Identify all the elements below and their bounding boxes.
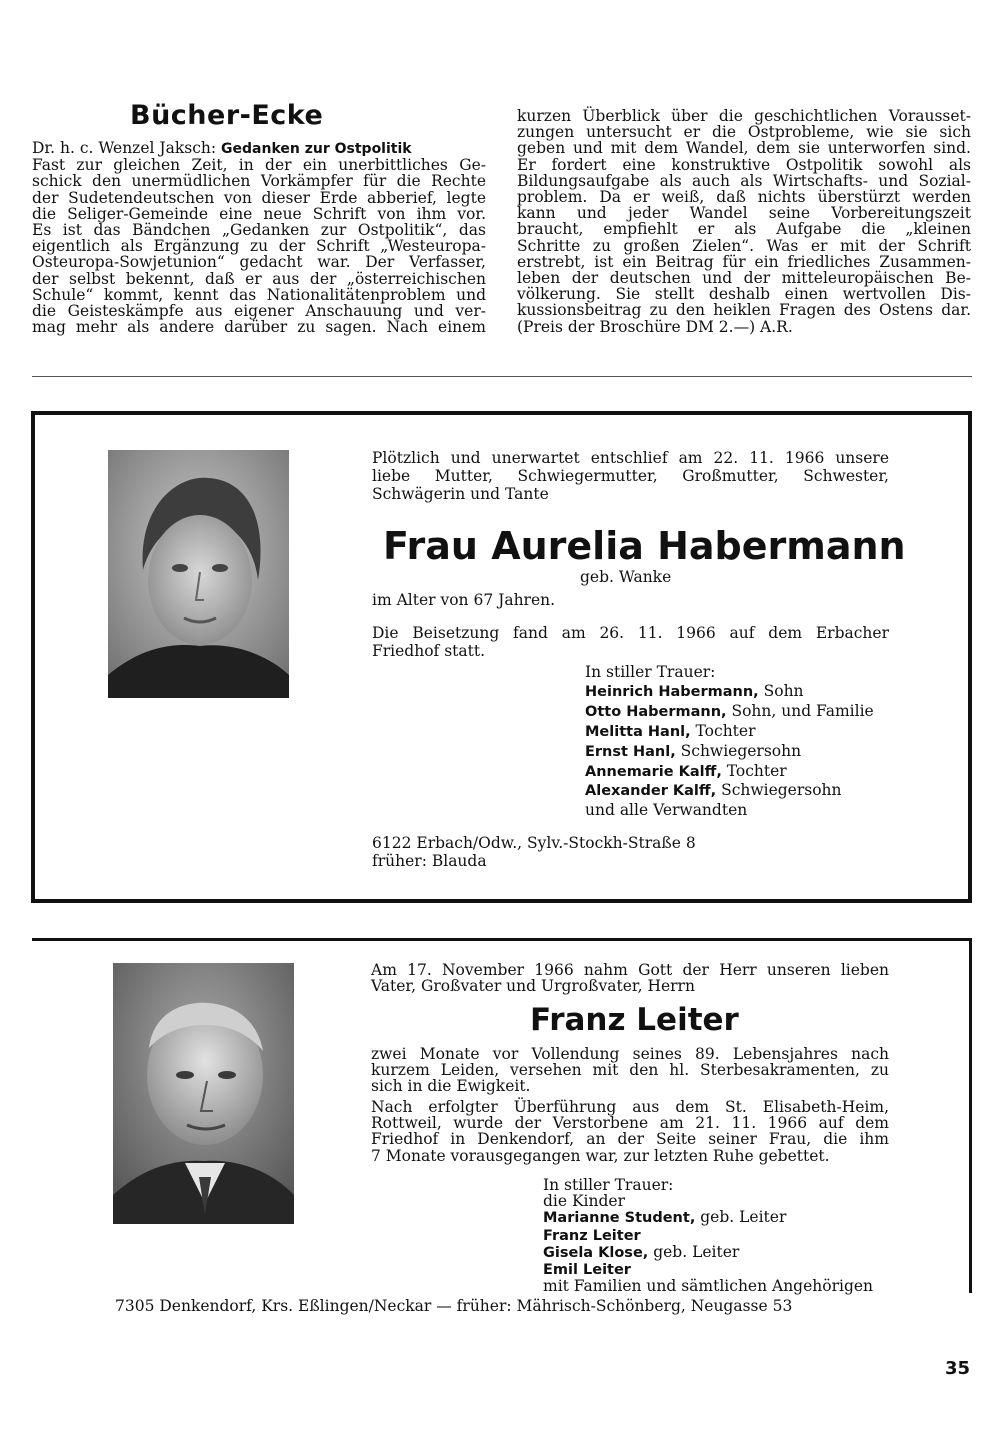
relatives-line: und alle Verwandten [585, 801, 748, 820]
text-line: 7 Monate vorausgegangen war, zur letzten Ruhe gebettet. [371, 1146, 830, 1165]
text-line: Nach erfolgter Überführung aus dem St. Elisabeth-Heim, [371, 1098, 889, 1116]
text-line: Fast zur gleichen Zeit, in der ein unerbittliches Ge- [32, 156, 486, 175]
text-line: Rottweil, wurde der Verstorbene am 21. 11. 1966 auf dem [371, 1114, 889, 1133]
text-line: Die Beisetzung fand am 26. 11. 1966 auf dem Erbacher [372, 624, 889, 642]
text-line: der selbst bekennt, daß er aus der „österreichischen [32, 269, 486, 288]
text-line: mag mehr als andere darüber zu sagen. Nach einem [32, 318, 486, 337]
text-line: geben und mit dem Wandel, dem sie unterworfen sind. [517, 139, 971, 158]
books-left-column [32, 140, 486, 335]
mourner: Annemarie Kalff, Tochter [585, 761, 787, 780]
text-line: schick den unermüdlichen Vorkämpfer für die Rechte [32, 172, 486, 191]
mourner: Melitta Hanl, Tochter [585, 721, 756, 740]
mourner: Marianne Student, geb. Leiter [543, 1208, 787, 1227]
text-line: Friedhof in Denkendorf, an der Seite seiner Frau, die ihm [371, 1130, 889, 1149]
author-name: Dr. h. c. Wenzel Jaksch: [32, 139, 222, 157]
notice1-intro [372, 450, 889, 503]
text-line: kurzem Leiden, versehen mit den hl. Sterbesakramenten, zu [371, 1061, 889, 1080]
text-line: zwei Monate vor Vollendung seines 89. Lebensjahres nach [371, 1045, 889, 1063]
book-title: Gedanken zur Ostpolitik [221, 141, 412, 157]
text-line: zungen untersucht er die Ostprobleme, wie sie sich [517, 123, 971, 142]
mourners-list [585, 663, 874, 820]
notice2-top-rule [32, 938, 972, 941]
text-line: leben der deutschen und der mitteleuropäischen Be- [517, 269, 971, 288]
author-line [32, 140, 486, 157]
mourning-label: In stiller Trauer: [543, 1176, 674, 1194]
mourner: Otto Habermann, Sohn, und Familie [585, 701, 874, 720]
text-line: die Seliger-Gemeinde eine neue Schrift von ihm vor. [32, 204, 486, 223]
notice2-right-rule [969, 938, 972, 1293]
notice2-paragraph-1 [371, 1046, 889, 1095]
text-line: Schritte zu großen Zielen“. Was er mit der Schrift [517, 236, 971, 255]
text-line: Er fordert eine konstruktive Ostpolitik sowohl als [517, 155, 971, 174]
children-line: die Kinder [543, 1192, 626, 1211]
page-number: 35 [945, 1358, 971, 1379]
text-line: Osteuropa-Sowjetunion“ gedacht war. Der Verfasser, [32, 253, 486, 272]
burial-info [372, 625, 889, 659]
families-line: mit Familien und sämtlichen Angehörigen [543, 1277, 874, 1296]
text-line: problem. Da er weiß, daß nichts überstürzt werden [517, 188, 971, 207]
portrait-woman-image [108, 450, 289, 698]
text-line: der Sudetendeutschen von dieser Erde abberief, legte [32, 188, 486, 207]
address-line: 6122 Erbach/Odw., Sylv.-Stockh-Straße 8 [372, 834, 696, 852]
price-line: (Preis der Broschüre DM 2.—) A.R. [517, 317, 793, 336]
notice1-address [372, 834, 696, 870]
former-address: früher: Blauda [372, 852, 487, 870]
maiden-name: geb. Wanke [580, 568, 672, 586]
notice2-intro [371, 962, 889, 994]
books-right-column [517, 108, 971, 335]
text-line: kurzen Überblick über die geschichtlichen Vorausset- [517, 107, 971, 125]
text-line: Vater, Großvater und Urgroßvater, Herrn [371, 977, 695, 996]
text-line: völkerung. Sie stellt deshalb einen wertvollen Dis- [517, 285, 971, 304]
mourner: Franz Leiter [543, 1227, 641, 1244]
text-line: liebe Mutter, Schwiegermutter, Großmutter, Schwester, [372, 467, 889, 486]
section-divider [32, 376, 972, 377]
portrait-photo [108, 450, 289, 698]
text-line: eigentlich als Ergänzung zu der Schrift „Westeuropa- [32, 237, 486, 256]
text-line: Schwägerin und Tante [372, 485, 549, 504]
text-line: Es ist das Bändchen „Gedanken zur Ostpolitik“, das [32, 221, 486, 240]
text-line: Plötzlich und unerwartet entschlief am 22. 11. 1966 unsere [372, 449, 889, 467]
text-line: sich in die Ewigkeit. [371, 1077, 531, 1096]
text-line: kann und jeder Wandel seine Vorbereitungszeit [517, 204, 971, 223]
text-line: die Geisteskämpfe aus eigener Anschauung und ver- [32, 302, 486, 321]
mourner: Ernst Hanl, Schwiegersohn [585, 741, 802, 760]
notice2-address: 7305 Denkendorf, Krs. Eßlingen/Neckar — früher: Mährisch-Schönberg, Neugasse 53 [115, 1297, 793, 1315]
text-line: erstrebt, ist ein Beitrag für ein friedliches Zusammen- [517, 252, 971, 271]
age-line: im Alter von 67 Jahren. [372, 591, 556, 609]
mourner: Alexander Kalff, Schwiegersohn [585, 781, 842, 800]
mourner: Heinrich Habermann, Sohn [585, 681, 804, 700]
text-line: Bildungsaufgabe als auch als Wirtschafts- und Sozial- [517, 171, 971, 190]
section-heading: Bücher-Ecke [130, 100, 324, 131]
portrait-photo [113, 963, 294, 1224]
text-line: Schule“ kommt, kennt das Nationalitätenproblem und [32, 285, 486, 304]
mourning-label: In stiller Trauer: [585, 663, 716, 681]
notice2-paragraph-2 [371, 1099, 889, 1164]
mourner: Emil Leiter [543, 1262, 631, 1279]
text-line: kussionsbeitrag zu den heiklen Fragen des Ostens dar. [517, 301, 971, 320]
deceased-name: Franz Leiter [530, 1002, 739, 1038]
text-line: Friedhof statt. [372, 642, 486, 661]
portrait-man-image [113, 963, 294, 1224]
text-line: Am 17. November 1966 nahm Gott der Herr unseren lieben [371, 961, 889, 979]
mourners-list [543, 1177, 873, 1294]
mourner: Gisela Klose, geb. Leiter [543, 1242, 740, 1261]
deceased-name: Frau Aurelia Habermann [383, 524, 906, 568]
text-line: braucht, empfiehlt er als Aufgabe die „kleinen [517, 220, 971, 239]
